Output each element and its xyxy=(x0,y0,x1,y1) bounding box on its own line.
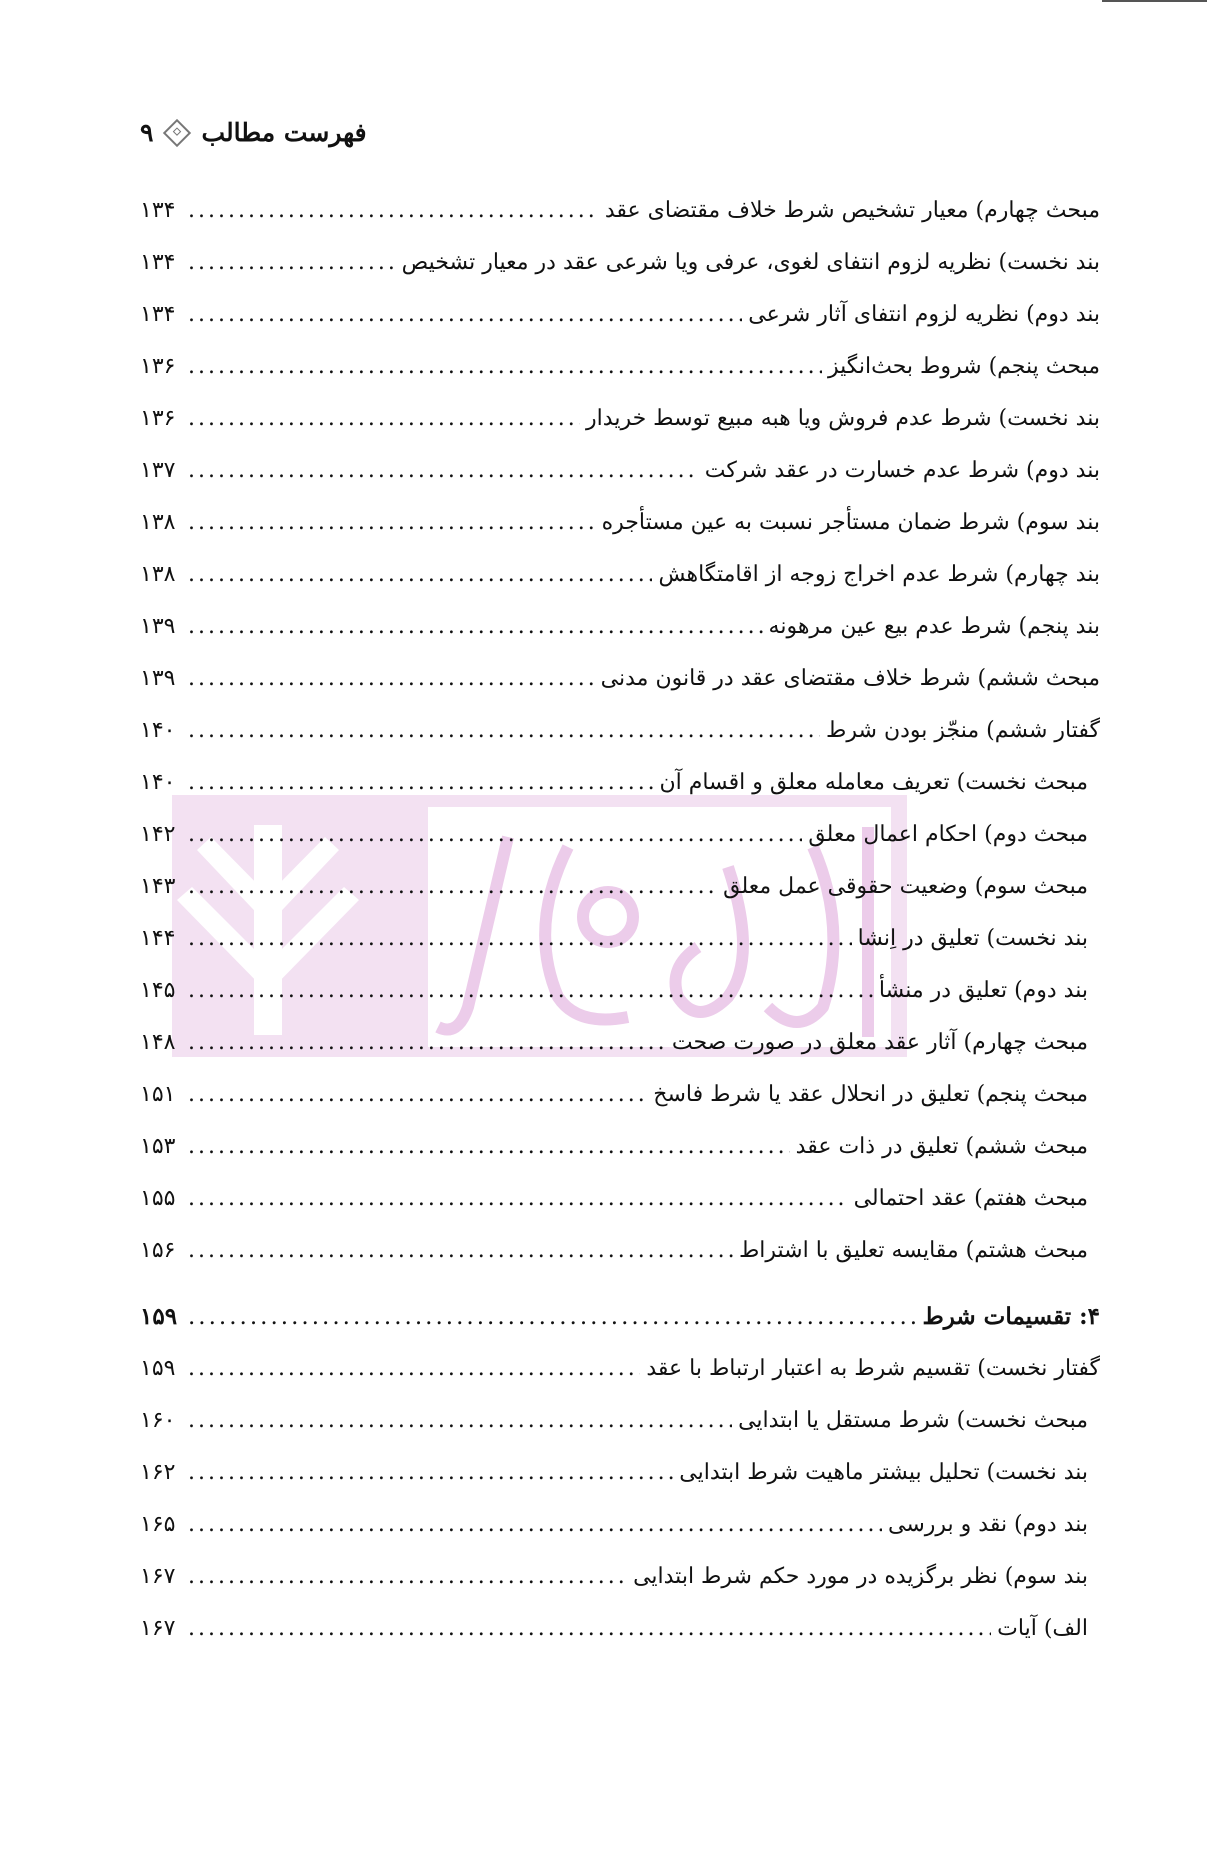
toc-entry[interactable]: مبحث چهارم) آثار عقد معلق در صورت صحت ..... ۱۴۸ xyxy=(140,1028,1100,1080)
dot-leader xyxy=(188,1028,666,1058)
dot-leader xyxy=(188,248,396,278)
dot-leader xyxy=(188,560,652,590)
toc-entry[interactable]: بند دوم) نقد و بررسی ..... ۱۶۵ xyxy=(140,1510,1100,1562)
toc-entry[interactable]: مبحث نخست) تعریف معامله معلق و اقسام آن ..... ۱۴۰ xyxy=(140,768,1100,820)
dot-leader xyxy=(188,1132,790,1162)
dot-leader xyxy=(188,1080,647,1110)
toc-entry[interactable]: بند چهارم) شرط عدم اخراج زوجه از اقامتگاهش ..... ۱۳۸ xyxy=(140,560,1100,612)
dot-leader xyxy=(188,456,699,486)
page-number: ۹ xyxy=(140,118,154,147)
dot-leader xyxy=(188,1458,673,1488)
toc-entry[interactable]: بند دوم) نظریه لزوم انتفای آثار شرعی ..... ۱۳۴ xyxy=(140,300,1100,352)
dot-leader xyxy=(188,872,717,902)
dot-leader xyxy=(188,924,852,954)
toc-entry[interactable]: بند نخست) نظریه لزوم انتفای لغوی، عرفی ویا شرعی عقد در معیار تشخیص ..... ۱۳۴ xyxy=(140,248,1100,300)
diamond-ornament-icon xyxy=(163,118,191,146)
running-header xyxy=(140,118,367,147)
toc-entry[interactable]: مبحث چهارم) معیار تشخیص شرط خلاف مقتضای عقد ..... ۱۳۴ xyxy=(140,196,1100,248)
toc-entry[interactable]: بند نخست) شرط عدم فروش ویا هبه مبیع توسط خریدار ..... ۱۳۶ xyxy=(140,404,1100,456)
dot-leader xyxy=(188,1510,882,1540)
toc-entry[interactable]: بند سوم) شرط ضمان مستأجر نسبت به عین مستأجره ..... ۱۳۸ xyxy=(140,508,1100,560)
dot-leader xyxy=(188,768,653,798)
dot-leader xyxy=(188,716,820,746)
toc-entry[interactable]: بند پنجم) شرط عدم بیع عین مرهونه ..... ۱۳۹ xyxy=(140,612,1100,664)
dot-leader xyxy=(188,1236,733,1266)
toc-entry[interactable]: مبحث هشتم) مقایسه تعلیق با اشتراط ..... ۱۵۶ xyxy=(140,1236,1100,1288)
dot-leader xyxy=(188,196,599,226)
toc-entry[interactable]: بند دوم) تعلیق در منشأ ..... ۱۴۵ xyxy=(140,976,1100,1028)
toc-entry[interactable]: مبحث هفتم) عقد احتمالی ..... ۱۵۵ xyxy=(140,1184,1100,1236)
dot-leader xyxy=(188,300,742,330)
toc-entry[interactable]: مبحث پنجم) شروط بحث‌انگیز ..... ۱۳۶ xyxy=(140,352,1100,404)
toc-entry[interactable]: گفتار نخست) تقسیم شرط به اعتبار ارتباط با عقد ..... ۱۵۹ xyxy=(140,1354,1100,1406)
dot-leader xyxy=(188,1302,916,1332)
running-header-title: فهرست مطالب xyxy=(201,118,367,147)
dot-leader xyxy=(188,404,580,434)
dot-leader xyxy=(188,1184,848,1214)
toc-entry[interactable]: مبحث دوم) احکام اعمال معلق ..... ۱۴۲ xyxy=(140,820,1100,872)
top-edge-rule xyxy=(1102,0,1207,2)
toc-entry[interactable]: مبحث نخست) شرط مستقل یا ابتدایی ..... ۱۶۰ xyxy=(140,1406,1100,1458)
dot-leader xyxy=(188,664,595,694)
dot-leader xyxy=(188,1562,627,1592)
toc-section-heading[interactable]: ۴: تقسیمات شرط ..... ۱۵۹ xyxy=(140,1302,1100,1354)
toc-entry[interactable]: مبحث ششم) شرط خلاف مقتضای عقد در قانون مدنی ..... ۱۳۹ xyxy=(140,664,1100,716)
toc-entry[interactable]: مبحث پنجم) تعلیق در انحلال عقد یا شرط فاسخ ..... ۱۵۱ xyxy=(140,1080,1100,1132)
toc-entry[interactable]: بند سوم) نظر برگزیده در مورد حکم شرط ابتدایی ..... ۱۶۷ xyxy=(140,1562,1100,1614)
dot-leader xyxy=(188,976,873,1006)
toc-entry[interactable]: بند دوم) شرط عدم خسارت در عقد شرکت ..... ۱۳۷ xyxy=(140,456,1100,508)
dot-leader xyxy=(188,1354,640,1384)
dot-leader xyxy=(188,508,596,538)
toc-entry[interactable]: الف) آیات ..... ۱۶۷ xyxy=(140,1614,1100,1666)
dot-leader xyxy=(188,820,802,850)
dot-leader xyxy=(188,612,763,642)
toc-entry[interactable]: مبحث ششم) تعلیق در ذات عقد ..... ۱۵۳ xyxy=(140,1132,1100,1184)
toc-entry[interactable]: مبحث سوم) وضعیت حقوقی عمل معلق ..... ۱۴۳ xyxy=(140,872,1100,924)
dot-leader xyxy=(188,1406,732,1436)
dot-leader xyxy=(188,352,822,382)
dot-leader xyxy=(188,1614,991,1644)
table-of-contents xyxy=(140,196,1100,1666)
toc-entry[interactable]: گفتار ششم) منجّز بودن شرط ..... ۱۴۰ xyxy=(140,716,1100,768)
toc-entry[interactable]: بند نخست) تحلیل بیشتر ماهیت شرط ابتدایی ..... ۱۶۲ xyxy=(140,1458,1100,1510)
toc-entry[interactable]: بند نخست) تعلیق در اِنشا ..... ۱۴۴ xyxy=(140,924,1100,976)
